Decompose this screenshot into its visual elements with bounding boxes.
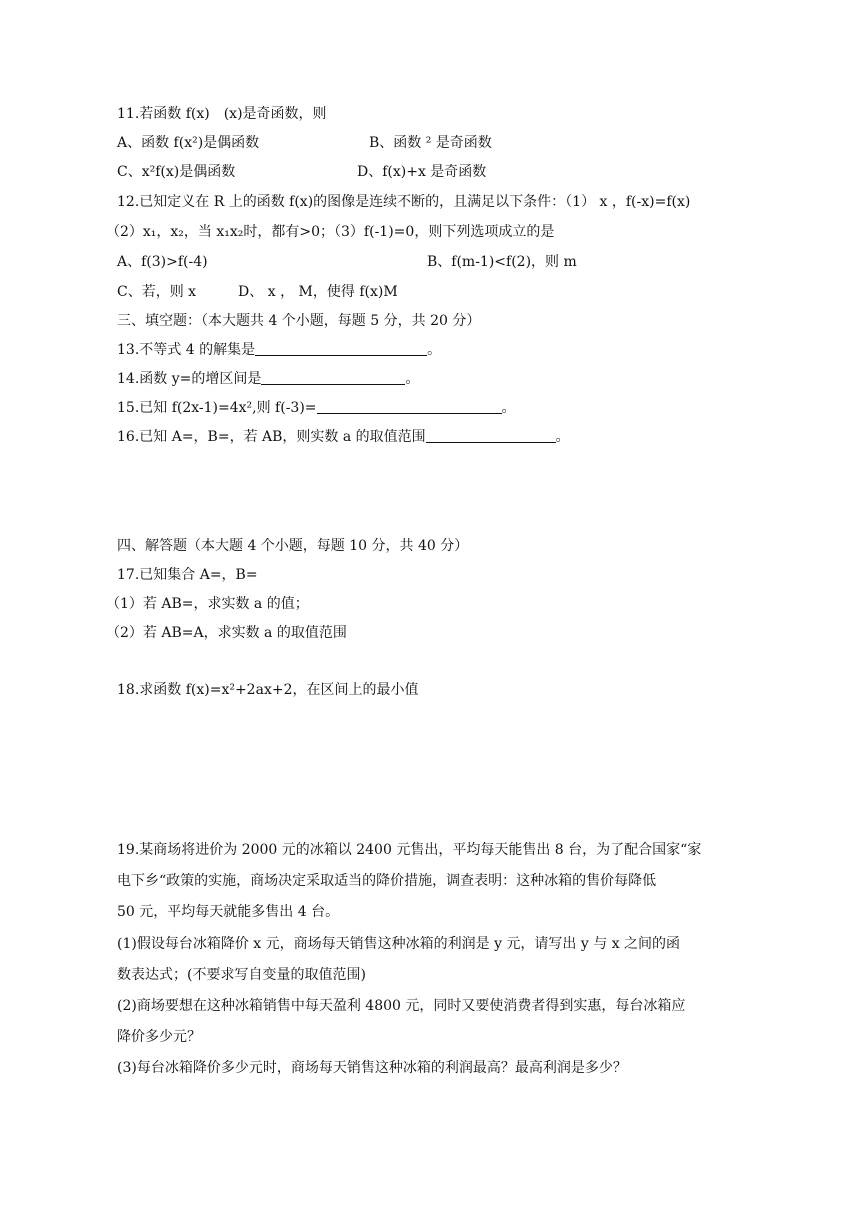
q14-text: 14.函数 y=的增区间是 (117, 371, 262, 387)
q17-part-1: （1）若 AB=，求实数 a 的值； (106, 596, 309, 612)
q12-option-cd: C、若，则 x D、 x ， M，使得 f(x)M (117, 284, 398, 300)
q17-part-2: （2）若 AB=A，求实数 a 的取值范围 (106, 625, 347, 641)
q19-part-1-line-2: 数表达式；(不要求写自变量的取值范围) (117, 967, 366, 983)
q13-end: 。 (427, 342, 442, 358)
q19-part-2-line-2: 降价多少元？ (117, 1029, 201, 1045)
q13-text: 13.不等式 4 的解集是 (117, 342, 256, 358)
q12-option-b: B、f(m-1)<f(2)，则 m (427, 254, 577, 270)
q19-line-2: 电下乡“政策的实施，商场决定采取适当的降价措施，调查表明：这种冰箱的售价每降低 (117, 873, 657, 889)
q11-option-b: B、函数 ² 是奇函数 (369, 135, 492, 151)
q16 (117, 427, 570, 447)
q15-end: 。 (501, 400, 516, 416)
q18: 18.求函数 f(x)=x²+2ax+2，在区间上的最小值 (117, 682, 419, 698)
q14-answer-blank[interactable] (261, 370, 405, 385)
q12-line-1: 12.已知定义在 R 上的函数 f(x)的图像是连续不断的，且满足以下条件：（1） x ，f(-x)=f(x) (117, 194, 691, 210)
q19-part-3: (3)每台冰箱降价多少元时，商场每天销售这种冰箱的利润最高？最高利润是多少？ (117, 1060, 627, 1076)
q17-stem: 17.已知集合 A=，B= (117, 567, 258, 583)
q11-stem: 11.若函数 f(x) (x)是奇函数，则 (117, 106, 327, 122)
q13 (117, 340, 441, 360)
q16-end: 。 (555, 429, 570, 445)
q16-answer-blank[interactable] (426, 428, 556, 443)
q16-text: 16.已知 A=，B=，若 AB，则实数 a 的取值范围 (117, 429, 426, 445)
q19-line-1: 19.某商场将进价为 2000 元的冰箱以 2400 元售出，平均每天能售出 8 台，为了配合国家“家 (117, 842, 702, 858)
q12-line-2: （2）x₁，x₂，当 x₁x₂时，都有>0；（3）f(-1)=0，则下列选项成立的是 (106, 224, 555, 240)
q15 (117, 398, 516, 418)
q19-line-3: 50 元，平均每天就能多售出 4 台。 (117, 904, 340, 920)
q15-answer-blank[interactable] (317, 399, 502, 414)
q19-part-1-line-1: (1)假设每台冰箱降价 x 元，商场每天销售这种冰箱的利润是 y 元，请写出 y 与 x 之间的函 (117, 936, 681, 952)
q15-text: 15.已知 f(2x-1)=4x²,则 f(-3)= (117, 400, 317, 416)
q11-option-d: D、f(x)+x 是奇函数 (357, 164, 487, 180)
q19-part-2-line-1: (2)商场要想在这种冰箱销售中每天盈利 4800 元，同时又要使消费者得到实惠，每台冰箱应 (117, 998, 686, 1014)
section-4-heading: 四、解答题（本大题 4 个小题，每题 10 分，共 40 分） (117, 538, 469, 554)
q14 (117, 369, 419, 389)
q11-option-a: A、函数 f(x²)是偶函数 (117, 135, 260, 151)
q12-option-a: A、f(3)>f(-4) (117, 254, 208, 270)
q13-answer-blank[interactable] (255, 341, 427, 356)
q14-end: 。 (405, 371, 420, 387)
section-3-heading: 三、填空题：（本大题共 4 个小题，每题 5 分，共 20 分） (117, 313, 481, 329)
q11-option-c: C、x²f(x)是偶函数 (117, 164, 236, 180)
